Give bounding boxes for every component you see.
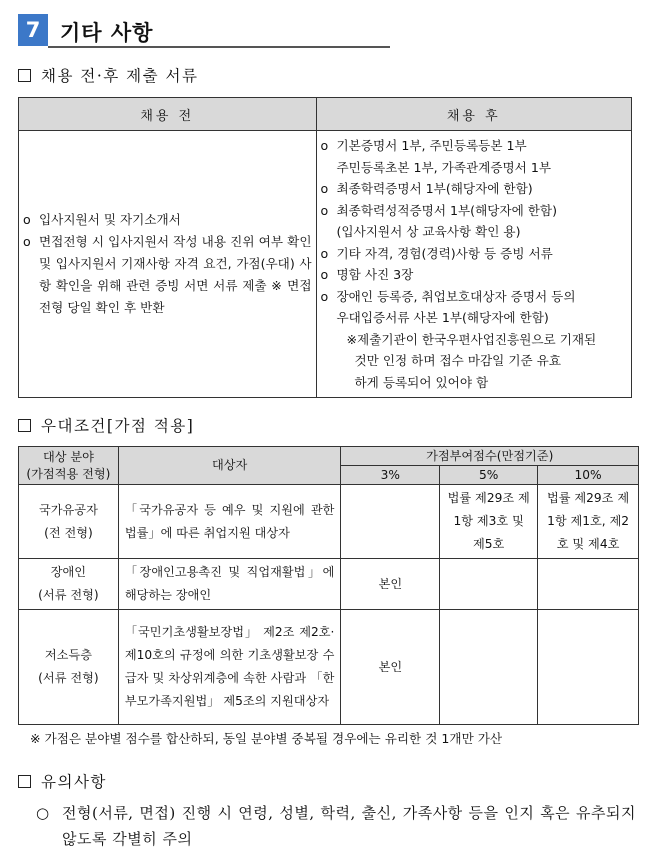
header-points-10: 10% — [538, 466, 639, 485]
after-line: 최종학력증명서 1부(해당자에 한함) — [336, 181, 533, 196]
section-title — [18, 14, 390, 48]
table-row — [19, 559, 639, 610]
list-item — [23, 209, 312, 231]
bullet-mark: o — [320, 288, 329, 304]
heading-text: 우대조건[가점 적용] — [41, 417, 195, 435]
after-line: (입사지원서 상 교육사항 확인 용) — [336, 224, 521, 239]
subject-cell: 「장애인고용촉진 및 직업재활법」에 해당하는 장애인 — [118, 559, 341, 610]
table-row — [19, 610, 639, 725]
points-3-cell: 본인 — [341, 559, 440, 610]
heading-precautions — [18, 770, 107, 792]
header-points-3: 3% — [341, 466, 440, 485]
bullet-mark: o — [320, 202, 329, 218]
list-item — [321, 286, 628, 308]
circle-bullet-icon: ○ — [36, 804, 50, 822]
heading-text: 유의사항 — [41, 773, 107, 791]
section-number-badge: 7 — [18, 14, 48, 46]
field-cell — [19, 485, 119, 559]
header-target-field-line2: (가점적용 전형) — [26, 466, 111, 481]
points-5-cell: 법률 제29조 제1항 제3호 및 제5호 — [440, 485, 538, 559]
field-stage: (서류 전형) — [38, 588, 99, 602]
checkbox-square-icon — [18, 775, 31, 788]
points-3-cell: 본인 — [341, 610, 440, 725]
table-row — [19, 485, 639, 559]
points-10-cell — [538, 559, 639, 610]
points-10-cell: 법률 제29조 제1항 제1호, 제2호 및 제4호 — [538, 485, 639, 559]
list-item — [321, 135, 628, 157]
field-stage: (전 전형) — [44, 525, 93, 540]
points-note: ※ 가점은 분야별 점수를 합산하되, 동일 분야별 중복될 경우에는 유리한 것 1개만 가산 — [30, 731, 503, 746]
after-line: 우대입증서류 사본 1부(해당자에 한함) — [336, 310, 549, 325]
bullet-mark: o — [320, 245, 329, 261]
field-stage: (서류 전형) — [38, 671, 99, 685]
points-10-cell — [538, 610, 639, 725]
points-3-cell — [341, 485, 440, 559]
subject-cell: 「국가유공자 등 예우 및 지원에 관한 법률」에 따른 취업지원 대상자 — [118, 485, 341, 559]
preference-points-table — [18, 446, 639, 725]
section-title-text: 기타 사항 — [60, 21, 154, 45]
list-item — [23, 231, 312, 319]
submission-documents-table — [18, 97, 632, 398]
bullet-mark: o — [23, 212, 31, 227]
header-points: 가점부여점수(만점기준) — [341, 447, 639, 466]
before-item-2: 면접전형 시 입사지원서 작성 내용 진위 여부 확인 및 입사지원서 기재사항 자격 요건, 가점(우대) 사항 확인을 위해 관련 증빙 서면 서류 제출 ※ 면접전형 당일 확인 후 반환 — [39, 234, 312, 315]
checkbox-square-icon — [18, 419, 31, 432]
bullet-mark: o — [320, 267, 329, 282]
precaution-text: 전형(서류, 면접) 진행 시 연령, 성별, 학력, 출신, 가족사항 등을 인지 혹은 유추되지 않도록 각별히 주의 — [62, 804, 636, 848]
after-line: ※제출기관이 한국우편사업진흥원으로 기재된 — [346, 331, 597, 347]
points-5-cell — [440, 559, 538, 610]
after-line: 하게 등록되어 있어야 함 — [354, 374, 489, 390]
list-item — [321, 243, 628, 265]
after-line: 명함 사진 3장 — [336, 267, 414, 282]
bullet-mark: o — [320, 181, 329, 196]
heading-submission-documents — [18, 64, 199, 86]
header-target-field — [19, 447, 119, 485]
field-cell — [19, 559, 119, 610]
bullet-mark: o — [320, 138, 329, 153]
after-line: 것만 인정 하며 접수 마감일 기준 유효 — [354, 353, 562, 368]
after-line: 장애인 등록증, 취업보호대상자 증명서 등의 — [336, 288, 576, 304]
after-hiring-cell — [316, 131, 632, 398]
before-hiring-cell — [19, 131, 317, 398]
checkbox-square-icon — [18, 69, 31, 82]
points-5-cell — [440, 610, 538, 725]
field-name: 국가유공자 — [38, 502, 98, 517]
before-item-1: 입사지원서 및 자기소개서 — [39, 212, 181, 227]
after-line: 최종학력성적증명서 1부(해당자에 한함) — [336, 202, 557, 218]
field-name: 저소득층 — [44, 648, 92, 662]
title-underline — [48, 46, 390, 48]
field-cell — [19, 610, 119, 725]
bullet-mark: o — [23, 234, 31, 249]
list-item — [321, 200, 628, 222]
after-line: 주민등록초본 1부, 가족관계증명서 1부 — [336, 159, 552, 175]
after-line: 기타 자격, 경험(경력)사항 등 증빙 서류 — [336, 245, 553, 261]
precaution-item — [36, 800, 636, 852]
subject-cell: 「국민기초생활보장법」 제2조 제2호·제10호의 규정에 의한 기초생활보장 수급자 및 차상위계층에 속한 사람과 「한부모가족지원법」 제5조의 지원대상자 — [118, 610, 341, 725]
header-target-field-line1: 대상 분야 — [42, 449, 94, 464]
header-before-hiring: 채용 전 — [19, 98, 317, 131]
list-item — [321, 178, 628, 200]
heading-text: 채용 전·후 제출 서류 — [41, 67, 199, 85]
header-points-5: 5% — [440, 466, 538, 485]
heading-preference-conditions — [18, 414, 194, 436]
header-after-hiring: 채용 후 — [316, 98, 632, 131]
header-subject: 대상자 — [118, 447, 341, 485]
after-line: 기본증명서 1부, 주민등록등본 1부 — [336, 138, 527, 153]
field-name: 장애인 — [50, 565, 87, 579]
list-item — [321, 264, 628, 286]
